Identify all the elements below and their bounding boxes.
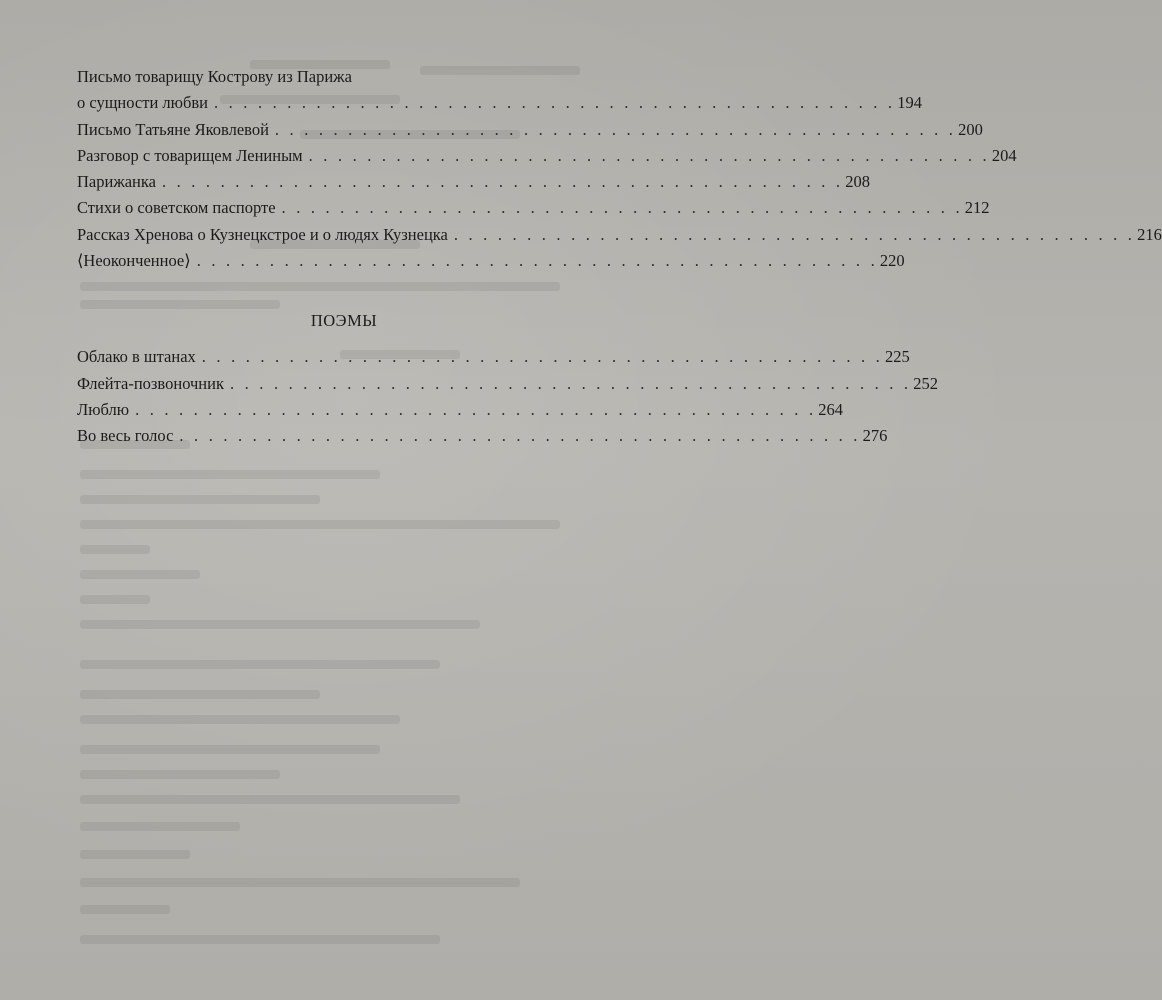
toc-entry-page: 212 [964, 198, 990, 218]
toc-entry-page: 220 [879, 251, 905, 271]
toc-entry-title: Разговор с товарищем Лениным [77, 145, 303, 165]
dot-leader: . . . . . . . . . . . . . . . . . . . . . . . . . . . . . . . . . . . . . . . . . . . . . . . [281, 198, 963, 218]
toc-entry [77, 169, 870, 195]
toc-entry-title: Письмо Татьяне Яковлевой [77, 119, 269, 139]
toc-entry-page: 225 [885, 347, 910, 367]
toc-entry-title: Облако в штанах [77, 347, 196, 367]
toc-entry-title: Письмо товарищу Кострову из Парижа [77, 67, 352, 86]
toc-entry-page: 208 [845, 172, 870, 192]
toc-entry-title: Флейта-позвоночник [77, 373, 224, 393]
toc-entry [77, 90, 922, 116]
dot-leader: . . . . . . . . . . . . . . . . . . . . . . . . . . . . . . . . . . . . . . . . . . . . . . . [196, 251, 878, 271]
toc-entry-title: Парижанка [77, 172, 156, 192]
dot-leader: . . . . . . . . . . . . . . . . . . . . . . . . . . . . . . . . . . . . . . . . . . . . . . . [179, 426, 861, 446]
toc-entry [77, 64, 611, 90]
toc-entry-page: 204 [991, 145, 1017, 165]
toc-entry-page: 264 [818, 399, 844, 419]
toc-entry [77, 248, 905, 274]
toc-entry [77, 423, 888, 449]
dot-leader: . . . . . . . . . . . . . . . . . . . . . . . . . . . . . . . . . . . . . . . . . . . . . . . [274, 119, 957, 139]
toc-entry [77, 371, 938, 397]
dot-leader: . . . . . . . . . . . . . . . . . . . . . . . . . . . . . . . . . . . . . . . . . . . . . . . [230, 373, 912, 393]
toc-entry-title: Во весь голос [77, 426, 174, 446]
toc-entry-title: Люблю [77, 399, 130, 419]
section-heading-poems: ПОЭМЫ [310, 311, 378, 331]
toc-entry [77, 143, 1017, 169]
toc-entry [77, 397, 844, 423]
toc-entry-page: 200 [958, 119, 983, 139]
toc-entry-page: 276 [862, 426, 888, 446]
toc-entry-page: 194 [897, 93, 922, 113]
table-of-contents [77, 64, 1162, 450]
toc-entry [77, 195, 990, 221]
dot-leader: . . . . . . . . . . . . . . . . . . . . . . . . . . . . . . . . . . . . . . . . . . . . . . . [161, 172, 844, 192]
toc-entry [77, 222, 1162, 248]
dot-leader: . . . . . . . . . . . . . . . . . . . . . . . . . . . . . . . . . . . . . . . . . . . . . . . [453, 224, 1136, 244]
dot-leader: . . . . . . . . . . . . . . . . . . . . . . . . . . . . . . . . . . . . . . . . . . . . . . . [135, 399, 817, 419]
toc-entry-title: ⟨Неоконченное⟩ [77, 251, 191, 271]
toc-entry-page: 252 [913, 373, 938, 393]
toc-entry [77, 117, 983, 143]
toc-entry-title: о сущности любви [77, 93, 208, 113]
toc-entry [77, 344, 910, 370]
toc-entry-page: 216 [1137, 224, 1162, 244]
dot-leader: . . . . . . . . . . . . . . . . . . . . . . . . . . . . . . . . . . . . . . . . . . . . . . . [201, 347, 884, 367]
toc-entry-title: Стихи о советском паспорте [77, 198, 276, 218]
dot-leader: . . . . . . . . . . . . . . . . . . . . . . . . . . . . . . . . . . . . . . . . . . . . . . . [308, 145, 990, 165]
toc-entry-title: Рассказ Хренова о Кузнецкстрое и о людях Кузнецка [77, 224, 448, 244]
dot-leader: . . . . . . . . . . . . . . . . . . . . . . . . . . . . . . . . . . . . . . . . . . . . . . . [214, 93, 896, 113]
